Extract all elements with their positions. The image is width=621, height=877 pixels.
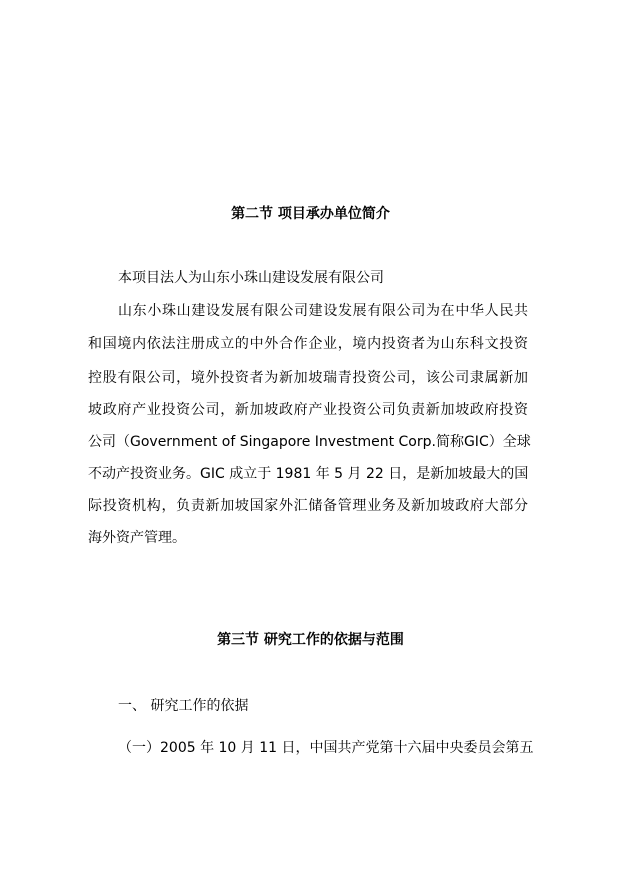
paragraph-line: 山东小珠山建设发展有限公司建设发展有限公司为在中华人民共 [118, 303, 528, 319]
paragraph-line: 不动产投资业务。GIC 成立于 1981 年 5 月 22 日，是新加坡最大的国 [88, 466, 529, 482]
paragraph-line: 本项目法人为山东小珠山建设发展有限公司 [118, 270, 384, 286]
paragraph-line: 公司（Government of Singapore Investment Corp.简称GIC）全球 [88, 434, 531, 450]
paragraph-line: 际投资机构，负责新加坡国家外汇储备管理业务及新加坡政府大部分 [88, 498, 528, 514]
section-2-heading: 第二节 项目承办单位简介 [231, 206, 390, 222]
paragraph-line: 海外资产管理。 [88, 530, 186, 546]
paragraph-line: 和国境内依法注册成立的中外合作企业，境内投资者为山东科文投资 [88, 336, 528, 352]
paragraph-line: 控股有限公司，境外投资者为新加坡瑞青投资公司，该公司隶属新加 [88, 370, 528, 386]
subheading: 一、 研究工作的依据 [118, 698, 249, 714]
paragraph-line: （一）2005 年 10 月 11 日，中国共产党第十六届中央委员会第五 [118, 740, 534, 756]
paragraph-line: 坡政府产业投资公司，新加坡政府产业投资公司负责新加坡政府投资 [88, 402, 528, 418]
section-3-heading: 第三节 研究工作的依据与范围 [217, 632, 404, 648]
